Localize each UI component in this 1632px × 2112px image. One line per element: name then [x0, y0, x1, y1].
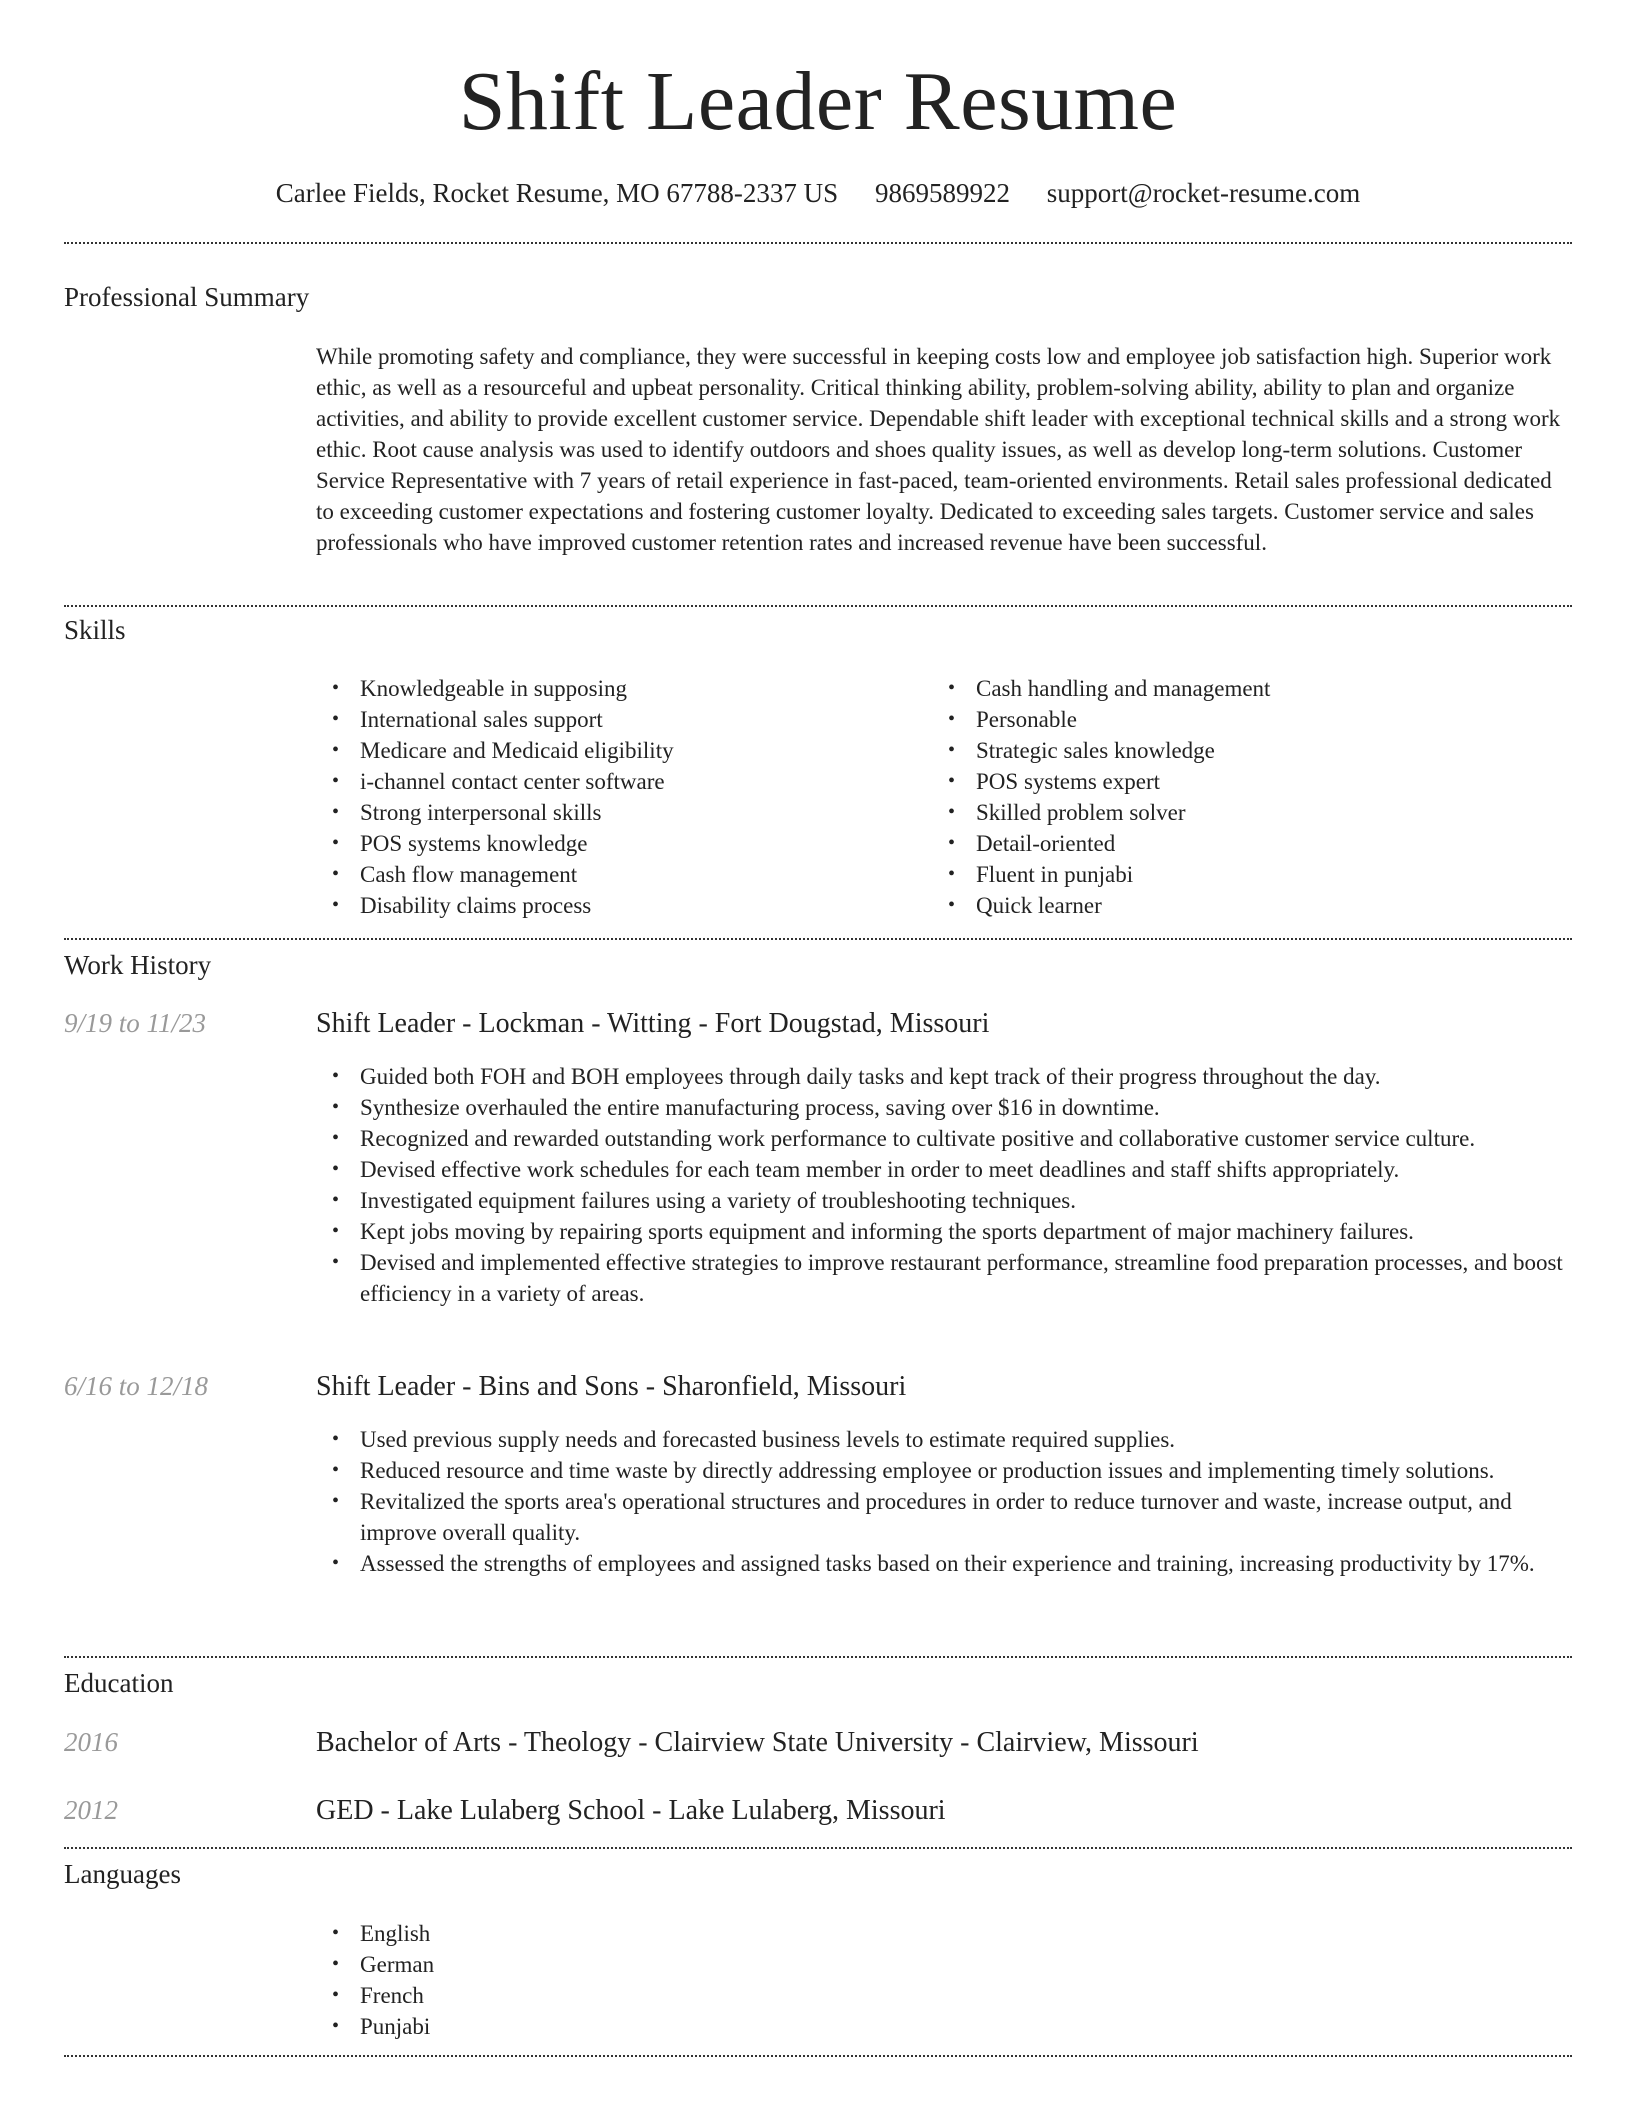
list-item: • Medicare and Medicaid eligibility — [316, 735, 916, 766]
list-item: • Knowledgeable in supposing — [316, 673, 916, 704]
section-divider — [64, 2055, 1572, 2057]
skills-list-left — [316, 673, 916, 921]
contact-phone: 9869589922 — [874, 178, 1010, 208]
contact-email: support@rocket-resume.com — [1046, 178, 1361, 208]
resume-title: Shift Leader Resume — [458, 55, 1178, 148]
list-item: • Used previous supply needs and forecasted business levels to estimate required supplies. — [316, 1424, 1572, 1455]
list-item: • Investigated equipment failures using a variety of troubleshooting techniques. — [316, 1185, 1572, 1216]
section-divider — [64, 1847, 1572, 1849]
summary-text: While promoting safety and compliance, they were successful in keeping costs low and employee job satisfaction high. Superior work ethic, as well as a resourceful and upbeat personality. Critical thinking ability, problem-solving ability, ability to plan and organize activities, and ability to provide excellent customer service. Dependable shift leader with exceptional technical skills and a strong work ethic. Root cause analysis was used to identify outdoors and shoes quality issues, as well as develop long-term solutions. Customer Service Representative with 7 years of retail experience in fast-paced, team-oriented environments. Retail sales professional dedicated to exceeding customer expectations and fostering customer loyalty. Dedicated to exceeding sales targets. Customer service and sales professionals who have improved customer retention rates and increased revenue have been successful. — [316, 344, 1561, 555]
list-item: • Strong interpersonal skills — [316, 797, 916, 828]
contact-address: Carlee Fields, Rocket Resume, MO 67788-2337 US — [275, 178, 839, 208]
work-heading: Work History — [64, 950, 212, 980]
section-divider — [64, 938, 1572, 940]
section-divider — [64, 1656, 1572, 1658]
list-item: • Guided both FOH and BOH employees through daily tasks and kept track of their progress throughout the day. — [316, 1061, 1572, 1092]
list-item: • Punjabi — [316, 2011, 916, 2042]
skills-heading: Skills — [64, 615, 126, 645]
section-divider — [64, 605, 1572, 607]
list-item: • Devised and implemented effective strategies to improve restaurant performance, streamline food preparation processes, and boost efficiency in a variety of areas. — [316, 1247, 1572, 1309]
education-title: GED - Lake Lulaberg School - Lake Lulaberg, Missouri — [316, 1795, 946, 1826]
skills-list-right — [932, 673, 1532, 921]
job-dates: 6/16 to 12/18 — [64, 1371, 209, 1401]
list-item: • Recognized and rewarded outstanding work performance to cultivate positive and collaborative customer service culture. — [316, 1123, 1572, 1154]
list-item: • Detail-oriented — [932, 828, 1532, 859]
list-item: • Devised effective work schedules for each team member in order to meet deadlines and staff shifts appropriately. — [316, 1154, 1572, 1185]
list-item: • English — [316, 1918, 916, 1949]
education-year: 2012 — [64, 1795, 118, 1825]
job-title: Shift Leader - Bins and Sons - Sharonfield, Missouri — [316, 1371, 907, 1402]
list-item: • i-channel contact center software — [316, 766, 916, 797]
list-item: • Quick learner — [932, 890, 1532, 921]
job-title: Shift Leader - Lockman - Witting - Fort Dougstad, Missouri — [316, 1008, 990, 1039]
resume-page — [64, 0, 1572, 2039]
list-item: • Assessed the strengths of employees and assigned tasks based on their experience and training, increasing productivity by 17%. — [316, 1548, 1572, 1579]
contact-line — [64, 178, 1572, 209]
list-item: • Cash flow management — [316, 859, 916, 890]
list-item: • Synthesize overhauled the entire manufacturing process, saving over $16 in downtime. — [316, 1092, 1572, 1123]
job-bullets — [316, 1061, 1572, 1309]
list-item: • POS systems expert — [932, 766, 1532, 797]
education-heading: Education — [64, 1668, 174, 1698]
education-year: 2016 — [64, 1727, 118, 1757]
list-item: • Revitalized the sports area's operational structures and procedures in order to reduce turnover and waste, increase output, and improve overall quality. — [316, 1486, 1572, 1548]
list-item: • German — [316, 1949, 916, 1980]
list-item: • Skilled problem solver — [932, 797, 1532, 828]
languages-list — [316, 1918, 916, 2042]
languages-heading: Languages — [64, 1859, 181, 1889]
list-item: • Reduced resource and time waste by directly addressing employee or production issues and implementing timely solutions. — [316, 1455, 1572, 1486]
education-title: Bachelor of Arts - Theology - Clairview State University - Clairview, Missouri — [316, 1727, 1199, 1758]
job-dates: 9/19 to 11/23 — [64, 1008, 207, 1038]
list-item: • French — [316, 1980, 916, 2011]
list-item: • Personable — [932, 704, 1532, 735]
list-item: • Fluent in punjabi — [932, 859, 1532, 890]
list-item: • Strategic sales knowledge — [932, 735, 1532, 766]
job-bullets — [316, 1424, 1572, 1579]
summary-heading: Professional Summary — [64, 282, 310, 312]
list-item: • POS systems knowledge — [316, 828, 916, 859]
list-item: • Kept jobs moving by repairing sports equipment and informing the sports department of major machinery failures. — [316, 1216, 1572, 1247]
section-divider — [64, 242, 1572, 244]
list-item: • International sales support — [316, 704, 916, 735]
list-item: • Disability claims process — [316, 890, 916, 921]
list-item: • Cash handling and management — [932, 673, 1532, 704]
